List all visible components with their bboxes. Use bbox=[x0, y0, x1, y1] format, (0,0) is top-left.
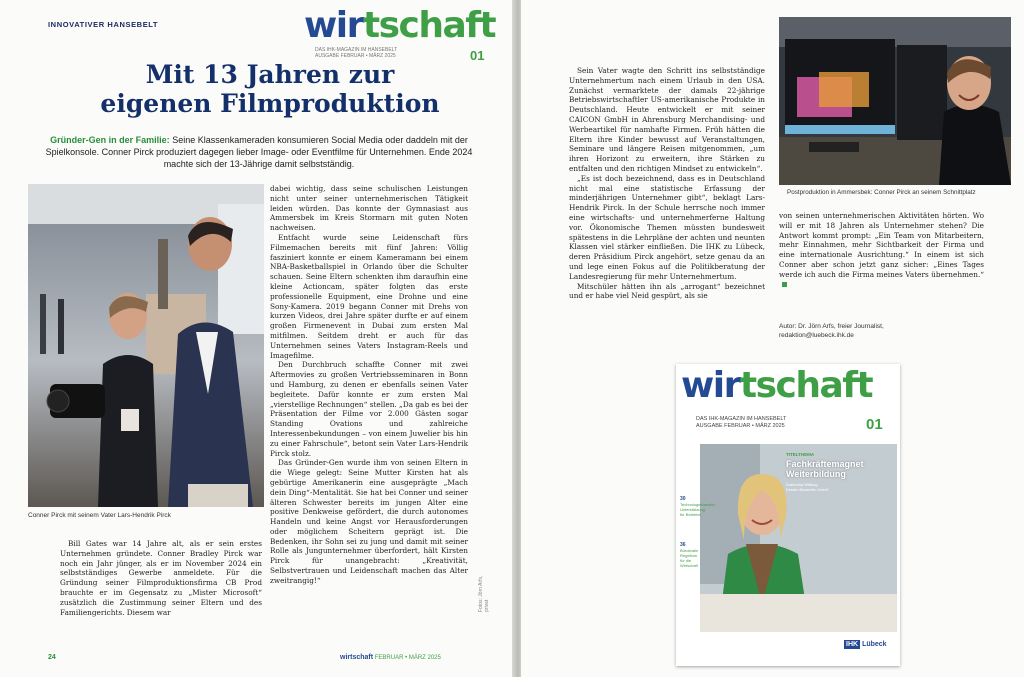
headline-line-1: Mit 13 Jahren zur bbox=[145, 60, 395, 89]
photo-credit: Fotos: Jörn Arfs, privat bbox=[478, 575, 490, 612]
cover-teaser-1-line: Technologietransfer bbox=[680, 502, 715, 507]
paragraph: Das Gründer-Gen wurde ihm von seinen Eltern in die Wiege gelegt: Seine Mutter Kirsten hat als gebürtige Amerikanerin eine ausgeprägte „Mach dein Ding“-Mentalität. Sie hat bei Conner und seiner älteren Schwester bereits im jungen Alter eine positive Denkweise gefördert, die durch autonomes Handeln und keine Angst vor Herausforderungen oder möglichem Scheitern geprägt ist. Die Bedenken, ihr Sohn sei zu jung und damit mit seiner Rolle als Jungunternehmer überfordert, hält Kirsten Pirck für unangebracht: „Kreativität, Selbstvertrauen und Leidenschaft machen das Alter zweitrangig!“ bbox=[270, 458, 468, 585]
cover-teaser-2 bbox=[680, 542, 720, 568]
right-column-1 bbox=[569, 66, 765, 301]
cover-teaser-1-line: für Betriebe bbox=[680, 512, 701, 517]
author-line-1: Autor: Dr. Jörn Arfs, freier Journalist, bbox=[779, 323, 884, 330]
photo-editing-desk bbox=[779, 17, 1011, 185]
cover-subline-2: AUSGABE FEBRUAR • MÄRZ 2025 bbox=[696, 423, 785, 429]
cover-teaser-1-page: 30 bbox=[680, 496, 686, 502]
cover-brand bbox=[681, 367, 872, 405]
paragraph bbox=[779, 211, 984, 289]
cover-photo bbox=[700, 444, 897, 632]
paragraph: „Es ist doch bezeichnend, dass es in Deutschland nicht mal eine statistische Erfassung der minderjährigen Unternehmer gibt“, beklagt Lars-Hendrik Pirck. In der Schule herrsche noch immer eine wirtschafts- und unternehmerferne Haltung vor. Ökonomische Themen müssten bundesweit spätestens in die Lehrpläne der achten und neunten Klassen viel stärker einfließen. Die IHK zu Lübeck, deren Präsidium Pirck angehört, setze genau da an und lege einen Fokus auf die Politikberatung der Landesregierung für mehr Unternehmertum. bbox=[569, 173, 765, 281]
right-column-2 bbox=[779, 211, 984, 289]
ihk-logo-box: IHK bbox=[846, 641, 859, 648]
brand-part2: tschaft bbox=[362, 5, 496, 46]
photo-caption-left: Conner Pirck mit seinem Vater Lars-Hendrik Pirck bbox=[28, 512, 171, 519]
cover-teaser-1-line: Unterstützung bbox=[680, 507, 705, 512]
cover-headline-2: Weiterbildung bbox=[786, 469, 846, 479]
left-column-1 bbox=[60, 539, 262, 617]
paragraph: Sein Vater wagte den Schritt ins selbstständige Unternehmertum nach einem Urlaub in den USA. Zunächst vermarktete der damals 22-jährige Betriebswirtschaftler US-amerikanische Produkte in Deutschland. Heute entwickelt er mit seiner CAICON GmbH in Ahrensburg Merchandising- und Werbeartikel für namhafte Firmen. Früh hätten die Eltern ihre Kinder bewusst auf Veranstaltungen, Seminare und längere Reisen mitgenommen, „um ihren Horizont zu erweitern, ihre Stärken zu entfalten und den richtigen Mindset zu entwickeln“. bbox=[569, 66, 765, 173]
article-lead bbox=[45, 134, 473, 170]
photo-editing-desk-illustration bbox=[779, 17, 1011, 185]
cover-teaser-2-line: Wirtschaft bbox=[680, 563, 698, 568]
brand-subline-2: AUSGABE FEBRUAR • MÄRZ 2025 bbox=[315, 53, 396, 59]
cover-tag: TITELTHEMA bbox=[786, 452, 815, 457]
brand-subline-1: DAS IHK-MAGAZIN IM HANSEBELT bbox=[315, 47, 398, 53]
cover-teaser-2-line: Bürokratie bbox=[680, 548, 699, 553]
photo-father-son-illustration bbox=[28, 184, 264, 507]
lead-highlight: Gründer-Gen in der Familie: bbox=[50, 135, 170, 145]
page-number: 24 bbox=[48, 654, 56, 661]
paragraph: Entfacht wurde seine Leidenschaft fürs Filmemachen bereits mit fünf Jahren: Völlig fasziniert konnte er einem Kameramann bei einem NBA-Basketballspiel in Orlando über die Schulter schauen. Seine Eltern schenkten ihm daraufhin eine kleine Actioncam, später folgten das erste professionelle Equipment, eine Drohne und eine Sony-Kamera. 2019 begann Conner mit Drehs von kurzen Videos, drei Jahre später durfte er auf einem großen Firmenevent in Dubai zum ersten Mal mitfilmen. Seitdem dreht er auch für das Unternehmen seines Vaters Instagram-Reels und Imagefilme. bbox=[270, 232, 468, 360]
cover-brand-part2: tschaft bbox=[739, 365, 873, 406]
cover-teaser-1 bbox=[680, 496, 720, 517]
cover-teaser-2-page: 36 bbox=[680, 542, 686, 548]
cover-person-name: Katharina Wittkug bbox=[786, 482, 818, 487]
section-kicker: INNOVATIVER HANSEBELT bbox=[48, 20, 159, 29]
right-page bbox=[521, 0, 1024, 677]
cover-subline-1: DAS IHK-MAGAZIN IM HANSEBELT bbox=[696, 416, 787, 422]
footer-brand: wirtschaft bbox=[340, 654, 374, 661]
author-email: redaktion@luebeck.ihk.de bbox=[779, 332, 854, 339]
article-headline bbox=[70, 60, 470, 118]
magazine-cover bbox=[676, 364, 900, 666]
left-column-2 bbox=[270, 184, 468, 586]
cover-person-company: Kirsten Bauwelle GmbH bbox=[786, 487, 829, 492]
cover-person bbox=[786, 482, 828, 492]
end-mark-icon bbox=[782, 282, 787, 287]
paragraph-text: von seinen unternehmerischen Aktivitäten hörten. Wo will er mit 18 Jahren als Unternehmer stehen? Die Antwort kommt prompt: „Ein Team von Mitarbeitern, mehr Einnahmen, mehr Sichtbarkeit der Firma und eine internationale Ausrichtung.“ In einem ist sich Conner aber schon jetzt ganz sicher: „Eines Tages werde ich auch die Firma meines Vaters übernehmen.“ bbox=[779, 211, 984, 279]
paragraph: Mitschüler hätten ihn als „arrogant“ bezeichnet und er habe viel Neid gespürt, als sie bbox=[569, 281, 765, 301]
photo-father-son bbox=[28, 184, 264, 507]
cover-issue-number: 01 bbox=[866, 416, 883, 433]
ihk-logo bbox=[844, 640, 887, 649]
paragraph: Den Durchbruch schaffte Conner mit zwei Aftermovies zu großen Vertriebsseminaren in Bonn und Hamburg, zu denen er ebenfalls seinen Vater begleitete. Dafür konnte er zum ersten Mal „vierstellige Rechnungen“ stellen. „Da gab es bei der Präsentation der Filme vor 2.000 Gästen sogar Standing Ovations und zahlreiche Interessenbekundungen – von einem Juwelier bis hin zu einer Fahrschule“, betont sein Vater Lars-Hendrik Pirck stolz. bbox=[270, 360, 468, 458]
magazine-brand bbox=[304, 5, 496, 46]
paragraph: dabei wichtig, dass seine schulischen Leistungen nicht unter seiner unternehmerischen Tätigkeit leiden würden. Das konnte der Gymnasiast aus Ammersbek im Kreis Stormarn mit guten Noten nachweisen. bbox=[270, 184, 468, 233]
lead-text: Seine Klassenkameraden konsumieren Social Media oder daddeln mit der Spielkonsole. Conner Pirck produziert dagegen lieber Image- oder Eventfilme für Unternehmen. Ende 2024 machte sich der 13-Jährige damit selbstständig. bbox=[45, 135, 473, 169]
cover-subline bbox=[696, 416, 786, 430]
footer-date: FEBRUAR • MÄRZ 2025 bbox=[374, 655, 441, 661]
cover-brand-part1: wir bbox=[681, 365, 740, 406]
page-footer bbox=[340, 654, 441, 661]
brand-part1: wir bbox=[304, 5, 363, 46]
brand-subline bbox=[315, 47, 397, 59]
cover-headline bbox=[786, 459, 876, 479]
photo-caption-right: Postproduktion in Ammersbek: Conner Pirck an seinem Schnittplatz bbox=[787, 189, 976, 196]
author-box bbox=[779, 322, 884, 340]
paragraph: Bill Gates war 14 Jahre alt, als er sein erstes Unternehmen gründete. Conner Bradley Pirck war noch ein Jahr jünger, als er im November 2024 ein selbstständiges Gewerbe anmeldete. Für die Gründung seiner Filmproduktionsfirma CB Prod brauchte er im Gegensatz zu „Mister Microsoft“ zusätzlich die Zustimmung seiner Eltern und des Familiengerichts. Diesem war bbox=[60, 539, 262, 617]
cover-teaser-2-line: für die bbox=[680, 558, 692, 563]
issue-number: 01 bbox=[470, 48, 485, 63]
headline-line-2: eigenen Filmproduktion bbox=[100, 89, 440, 118]
cover-headline-1: Fachkräftemagnet bbox=[786, 459, 864, 469]
cover-teaser-2-line: Regeltum bbox=[680, 553, 698, 558]
ihk-logo-text: Lübeck bbox=[862, 641, 887, 648]
